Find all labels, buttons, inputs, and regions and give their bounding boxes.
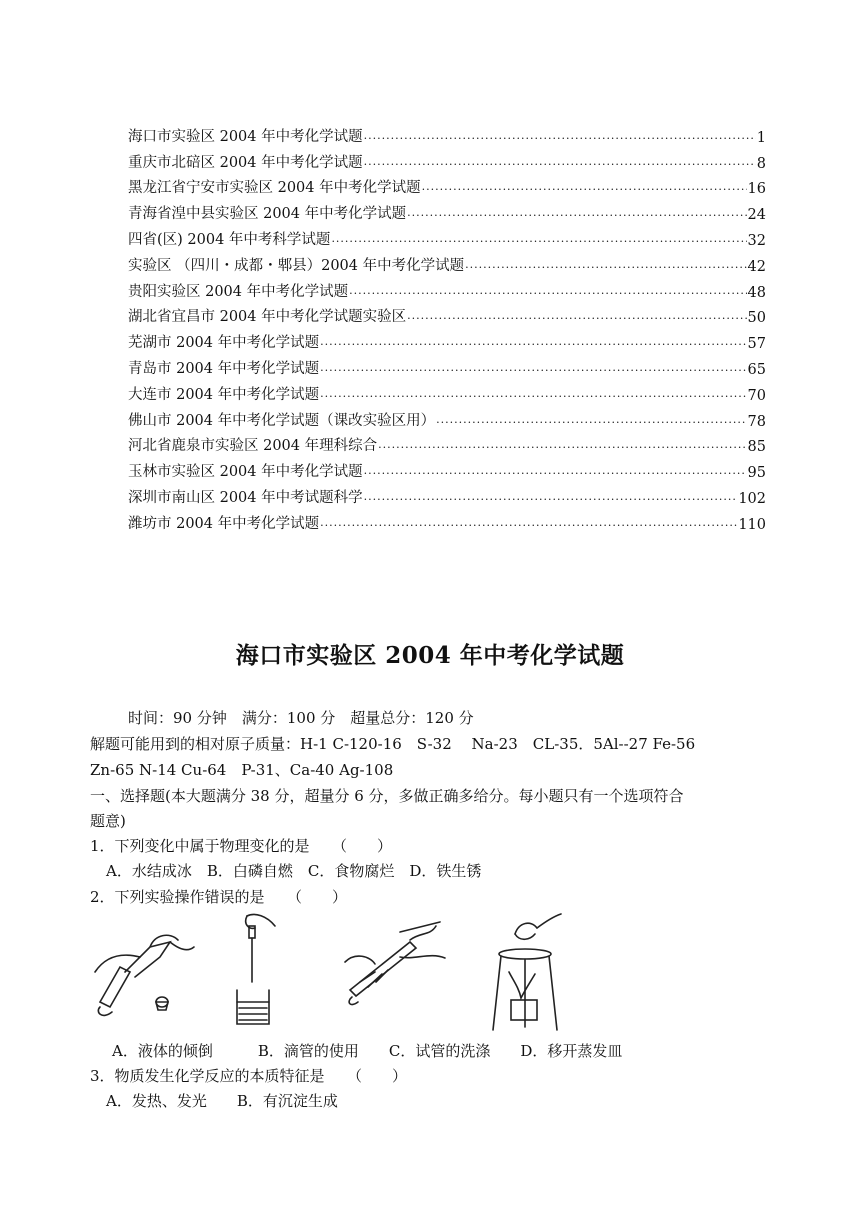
toc-entry-title: 湖北省宜昌市 2004 年中考化学试题实验区 — [128, 309, 407, 326]
toc-leader-dots — [320, 361, 746, 375]
toc-entry-title: 四省(区) 2004 年中考科学试题 — [128, 231, 331, 248]
table-of-contents — [128, 120, 766, 533]
toc-entry-title: 青岛市 2004 年中考化学试题 — [128, 360, 320, 377]
exam-time-info: 时间：90 分钟 满分：100 分 超量总分：120 分 — [128, 709, 474, 727]
question-3: 3．物质发生化学反应的本质特征是 （ ） — [90, 1067, 408, 1085]
toc-entry-page: 32 — [747, 232, 766, 249]
toc-entry[interactable] — [128, 172, 766, 198]
atomic-mass-line-1: 解题可能用到的相对原子质量：H-1 C-120-16 S-32 Na-23 CL-35．5Al--27 Fe-56 — [90, 735, 696, 753]
toc-leader-dots — [378, 438, 746, 452]
toc-entry-title: 玉林市实验区 2004 年中考化学试题 — [128, 464, 363, 481]
toc-entry[interactable] — [128, 275, 766, 301]
question-1-options: A．水结成冰 B．白磷自燃 C．食物腐烂 D．铁生锈 — [106, 862, 482, 880]
toc-entry-title: 芜湖市 2004 年中考化学试题 — [128, 335, 320, 352]
toc-entry[interactable] — [128, 223, 766, 249]
toc-entry-page: 95 — [747, 465, 766, 482]
toc-entry-title: 青海省湟中县实验区 2004 年中考化学试题 — [128, 206, 407, 223]
toc-entry-page: 50 — [747, 310, 766, 327]
question-1: 1．下列变化中属于物理变化的是 （ ） — [90, 837, 393, 855]
toc-leader-dots — [465, 258, 746, 272]
test-tube-washing-figure — [340, 912, 450, 1027]
toc-entry[interactable] — [128, 249, 766, 275]
toc-entry-page: 85 — [747, 439, 766, 456]
toc-entry-title: 黑龙江省宁安市实验区 2004 年中考化学试题 — [128, 180, 421, 197]
toc-entry[interactable] — [128, 455, 766, 481]
toc-entry-page: 42 — [747, 258, 766, 275]
toc-entry-page: 24 — [747, 207, 766, 224]
toc-entry-page: 8 — [756, 155, 766, 172]
toc-leader-dots — [320, 387, 746, 401]
toc-leader-dots — [320, 335, 746, 349]
question-2-figures — [90, 912, 570, 1032]
question-2: 2．下列实验操作错误的是 （ ） — [90, 888, 348, 906]
toc-entry[interactable] — [128, 120, 766, 146]
toc-entry[interactable] — [128, 352, 766, 378]
toc-leader-dots — [364, 129, 756, 143]
toc-leader-dots — [320, 516, 737, 530]
toc-entry-page: 78 — [747, 413, 766, 430]
question-2-options: A．液体的倾倒 B．滴管的使用 C．试管的洗涤 D．移开蒸发皿 — [112, 1042, 623, 1060]
toc-entry-page: 16 — [747, 181, 766, 198]
toc-entry-title: 贵阳实验区 2004 年中考化学试题 — [128, 283, 349, 300]
toc-entry-page: 1 — [756, 129, 766, 146]
toc-entry-title: 佛山市 2004 年中考化学试题（课改实验区用） — [128, 412, 436, 429]
evaporating-dish-figure — [485, 912, 570, 1032]
toc-leader-dots — [422, 180, 747, 194]
toc-entry[interactable] — [128, 378, 766, 404]
toc-entry[interactable] — [128, 430, 766, 456]
toc-entry-title: 实验区 （四川・成都・郫县）2004 年中考化学试题 — [128, 257, 465, 274]
exam-title: 海口市实验区 2004 年中考化学试题 — [235, 642, 625, 669]
toc-entry-title: 潍坊市 2004 年中考化学试题 — [128, 515, 320, 532]
section-1-heading-line-1: 一、选择题(本大题满分 38 分，超量分 6 分，多做正确多给分。每小题只有一个选项符合 — [90, 787, 684, 805]
toc-entry[interactable] — [128, 507, 766, 533]
toc-leader-dots — [407, 206, 746, 220]
toc-leader-dots — [364, 155, 756, 169]
toc-entry-title: 河北省鹿泉市实验区 2004 年理科综合 — [128, 438, 378, 455]
toc-leader-dots — [407, 309, 746, 323]
toc-entry-title: 深圳市南山区 2004 年中考试题科学 — [128, 489, 363, 506]
section-1-heading-line-2: 题意) — [90, 812, 126, 830]
toc-entry-page: 48 — [747, 284, 766, 301]
toc-entry[interactable] — [128, 197, 766, 223]
dropper-use-figure — [225, 912, 285, 1027]
toc-entry-title: 海口市实验区 2004 年中考化学试题 — [128, 128, 363, 145]
toc-entry[interactable] — [128, 481, 766, 507]
toc-entry[interactable] — [128, 301, 766, 327]
toc-leader-dots — [364, 490, 738, 504]
toc-entry-title: 大连市 2004 年中考化学试题 — [128, 386, 320, 403]
toc-entry-title: 重庆市北碚区 2004 年中考化学试题 — [128, 154, 363, 171]
toc-entry-page: 57 — [747, 336, 766, 353]
question-3-options: A．发热、发光 B．有沉淀生成 — [106, 1092, 338, 1110]
atomic-mass-line-2: Zn-65 N-14 Cu-64 P-31、Ca-40 Ag-108 — [90, 761, 394, 779]
toc-leader-dots — [364, 464, 747, 478]
liquid-pouring-figure — [90, 912, 200, 1027]
toc-entry[interactable] — [128, 146, 766, 172]
toc-entry[interactable] — [128, 326, 766, 352]
toc-entry-page: 102 — [738, 490, 766, 507]
toc-leader-dots — [331, 232, 746, 246]
toc-entry-page: 65 — [747, 361, 766, 378]
toc-entry-page: 70 — [747, 387, 766, 404]
toc-leader-dots — [436, 413, 746, 427]
toc-leader-dots — [349, 284, 746, 298]
toc-entry-page: 110 — [738, 516, 766, 533]
toc-entry[interactable] — [128, 404, 766, 430]
